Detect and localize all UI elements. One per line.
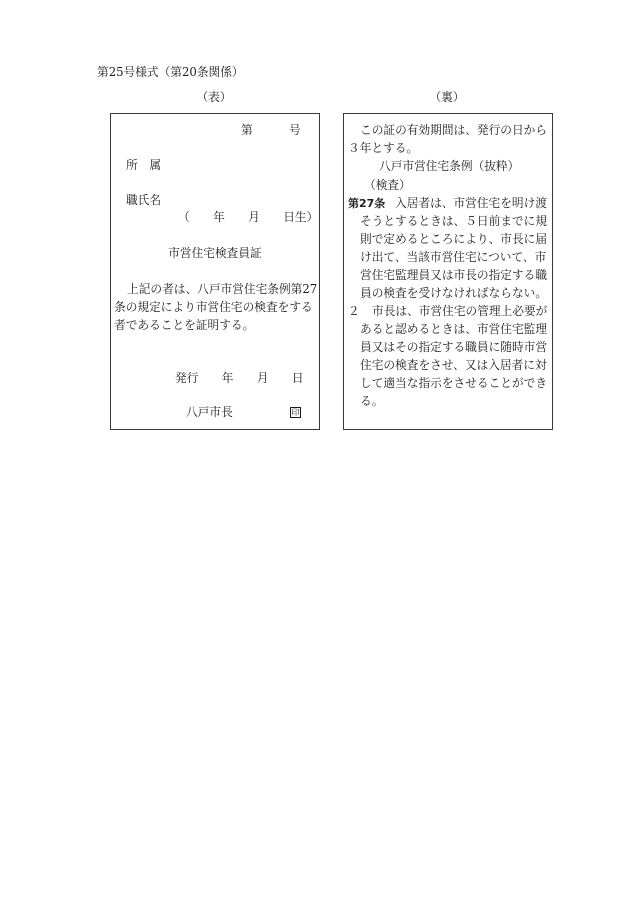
- certification-line: 上記の者は、八戸市営住宅条例第27: [127, 282, 318, 296]
- back-side-label: （裏）: [429, 90, 465, 104]
- article-number: 第27条: [348, 197, 386, 210]
- article-line: 則で定めるところにより、市長に届: [360, 232, 548, 246]
- section-heading: （検査）: [364, 178, 411, 192]
- validity-line: この証の有効期間は、発行の日から: [360, 123, 548, 137]
- certification-line: 者であることを証明する。: [114, 318, 255, 332]
- affiliation-label: 所 属: [126, 158, 162, 172]
- form-number: 第25号様式（第20条関係）: [97, 65, 244, 79]
- birth-date: （ 年 月 日生）: [178, 210, 319, 224]
- article-line: 住宅の検査をさせ、又は入居者に対: [360, 358, 547, 372]
- article-line: して適当な指示をさせることができ: [360, 376, 548, 390]
- article-line: 営住宅監理員又は市長の指定する職: [360, 268, 548, 282]
- issue-date: 発行 年 月 日: [175, 371, 304, 385]
- article-line: 入居者は、市営住宅を明け渡: [395, 196, 547, 210]
- certification-line: 条の規定により市営住宅の検査をする: [114, 300, 313, 314]
- card-title: 市営住宅検査員証: [168, 246, 262, 260]
- article-line: る。: [360, 394, 384, 408]
- paragraph-number: ２: [348, 304, 360, 318]
- article-line: け出て、当該市営住宅について、市: [360, 250, 547, 264]
- article-line: そうとするときは、５日前までに規: [360, 214, 548, 228]
- issuer: 八戸市長: [186, 405, 233, 419]
- card-number-prefix: 第: [241, 123, 253, 137]
- article-line: あると認めるときは、市営住宅監理: [360, 322, 548, 336]
- card-number-suffix: 号: [289, 123, 301, 137]
- name-label: 職氏名: [126, 193, 162, 207]
- validity-line: ３年とする。: [348, 141, 419, 155]
- article-line: 員又はその指定する職員に随時市営: [360, 340, 548, 354]
- article-line: 員の検査を受けなければならない。: [360, 286, 548, 300]
- excerpt-title: 八戸市営住宅条例（抜粋）: [379, 159, 520, 173]
- article-line: 市長は、市営住宅の管理上必要が: [372, 304, 548, 318]
- seal-mark: 印: [291, 408, 300, 417]
- front-side-label: （表）: [196, 90, 232, 104]
